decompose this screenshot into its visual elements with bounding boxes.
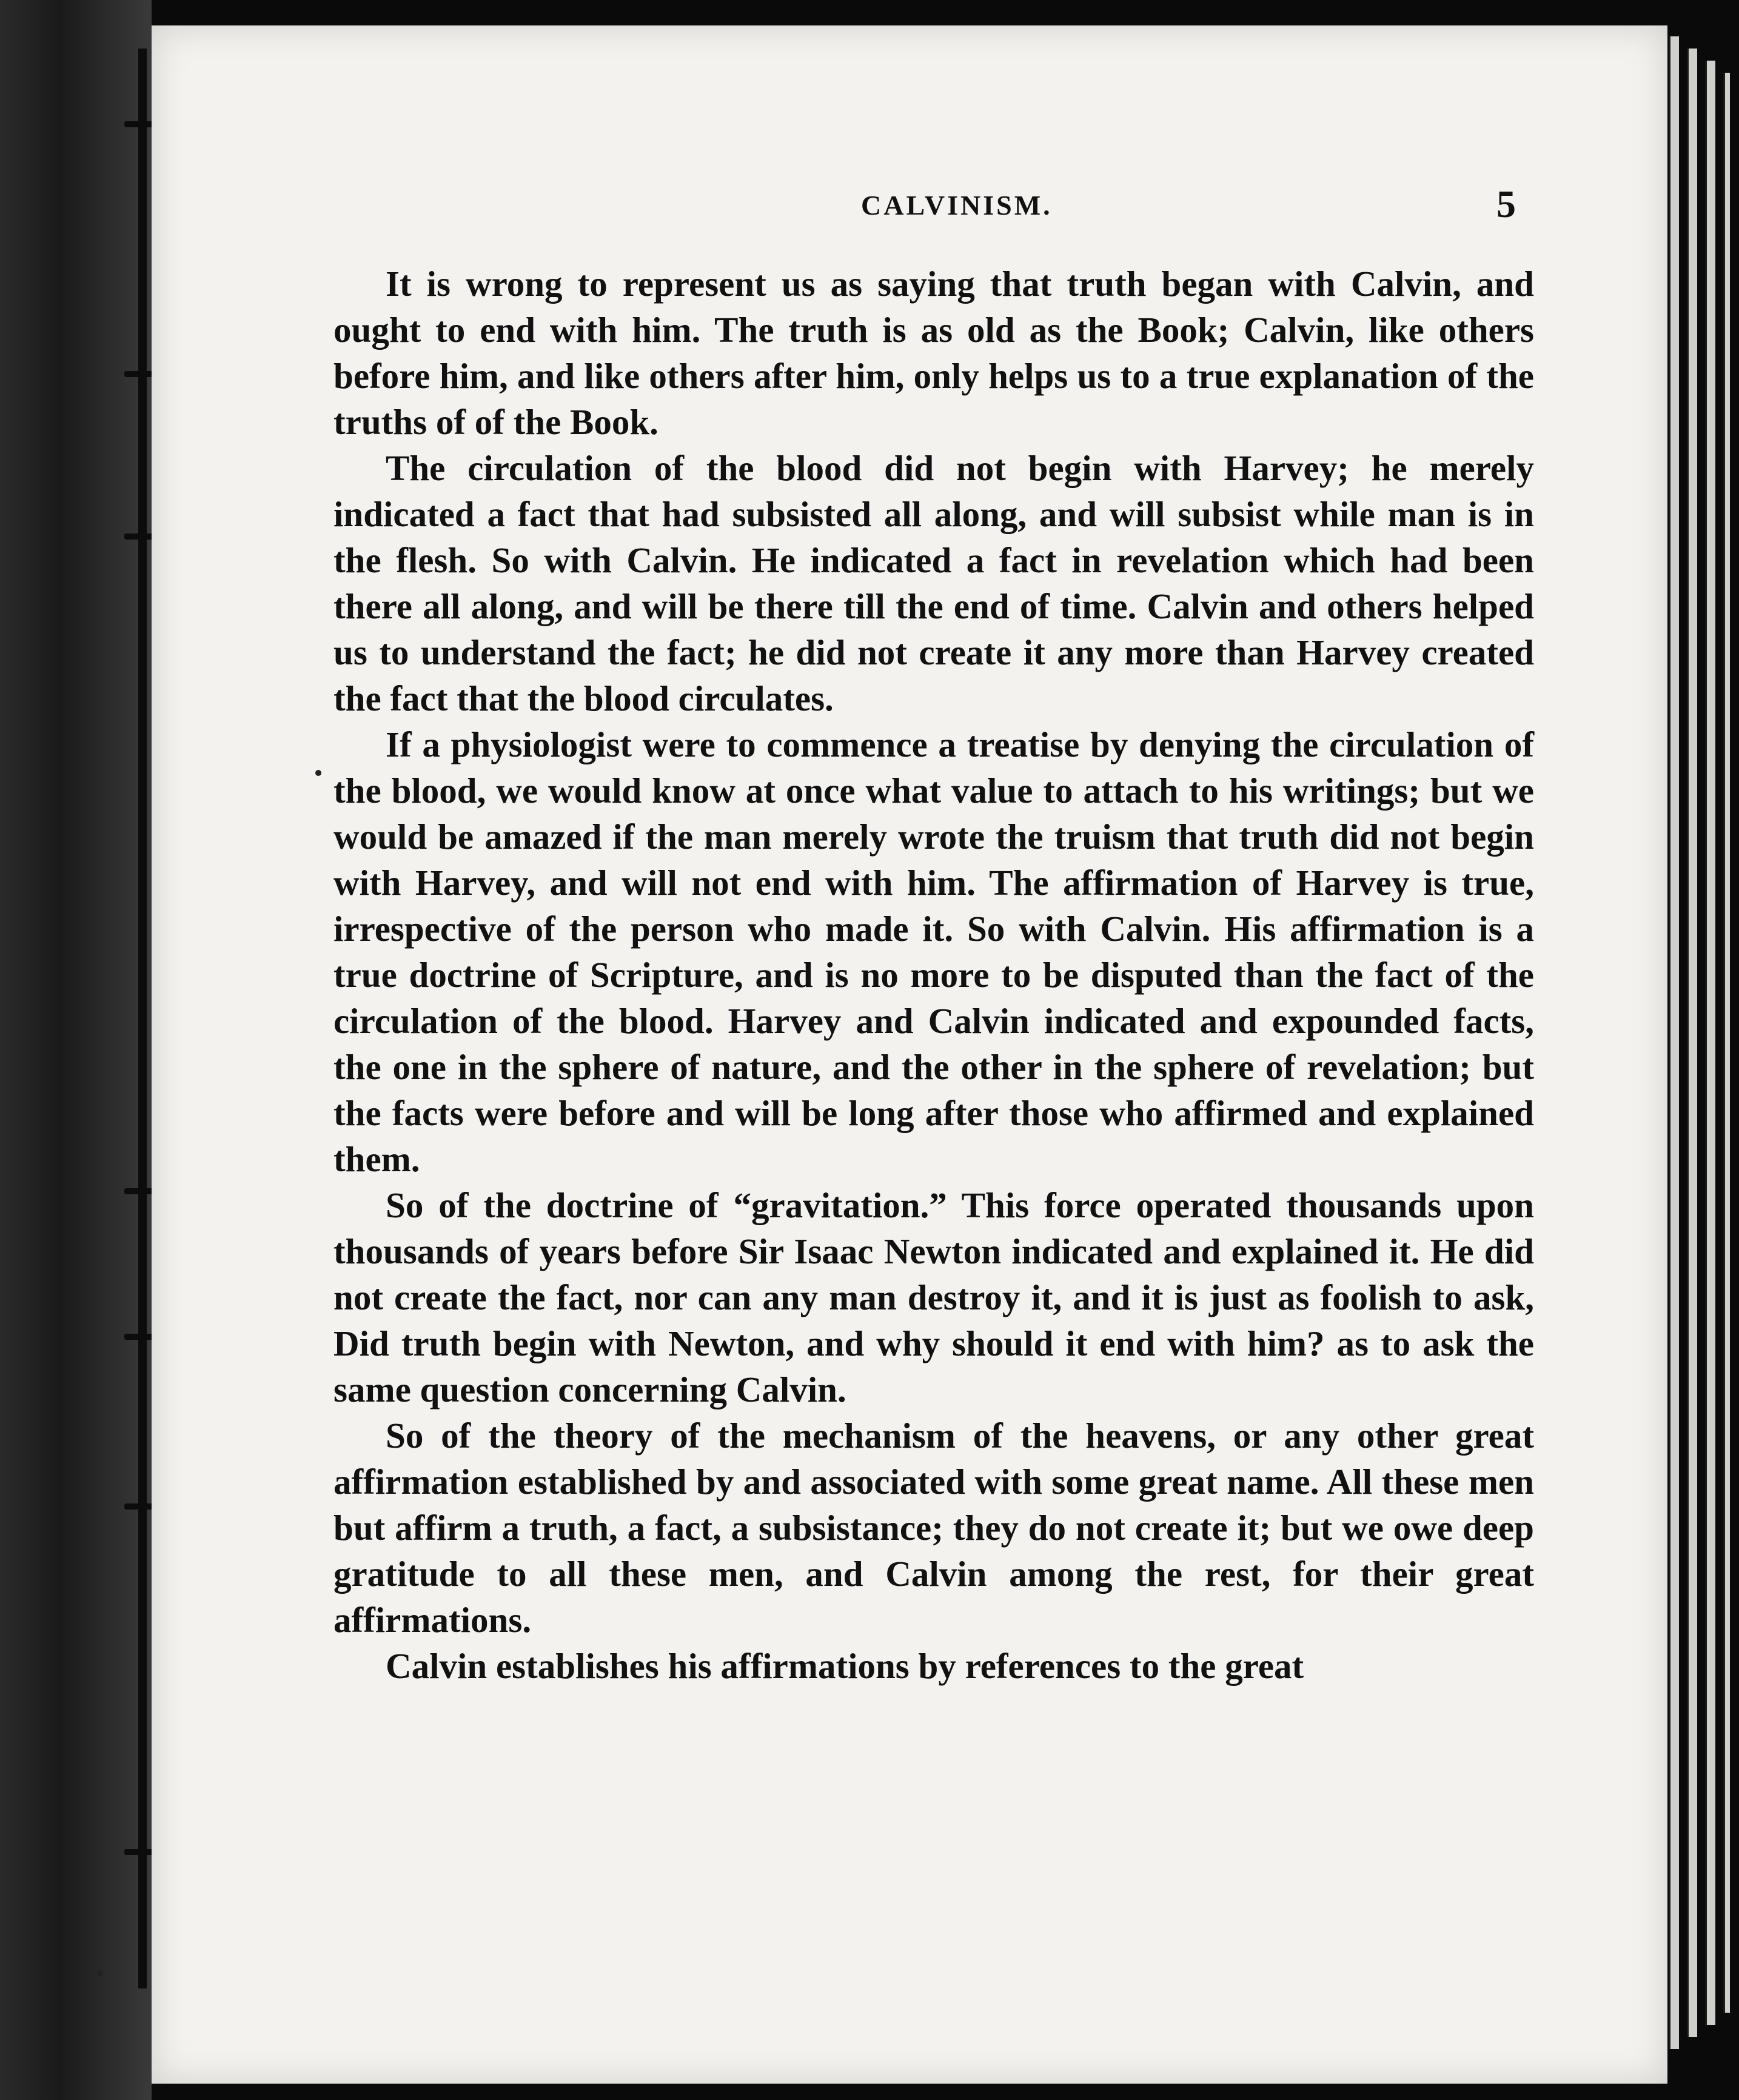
scan-speck <box>97 1970 103 1976</box>
paragraph: So of the doctrine of “gravitation.” This force operated thousands upon thousands of years before Sir Isaac Newton indicated and explained it. He did not create the fact, nor can any man destroy it, and it is just as foolish to ask, Did truth begin with Newton, and why should it end with him? as to ask the same question concerning Calvin. <box>333 1185 1534 1409</box>
paragraph: It is wrong to represent us as saying that truth began with Calvin, and ought to end with him. The truth is as old as the Book; Calvin, like others before him, and like others after him, only helps us to a true explanation of the truths of of the Book. <box>333 264 1534 442</box>
body-text <box>333 261 1534 1689</box>
paragraph: So of the theory of the mechanism of the heavens, or any other great affirmation established by and associated with some great name. All these men but affirm a truth, a fact, a subsistance; they do not create it; but we owe deep gratitude to all these men, and Calvin among the rest, for their great affirmations. <box>333 1416 1534 1640</box>
binding-spine-line <box>138 48 147 1988</box>
page-edge <box>1687 48 1697 2037</box>
book-binding <box>0 0 152 2100</box>
paragraph: Calvin establishes his affirmations by references to the great <box>386 1646 1304 1686</box>
page-edge <box>1705 61 1715 2025</box>
scan-speck <box>315 770 321 776</box>
page-header <box>606 182 1540 230</box>
page-number: 5 <box>1496 182 1516 226</box>
page-edge <box>1723 73 1730 2013</box>
paragraph: The circulation of the blood did not begin with Harvey; he merely indicated a fact that had subsisted all along, and will subsist while man is in the flesh. So with Calvin. He indicated a fact in revelation which had been there all along, and will be there till the end of time. Calvin and others helped us to understand the fact; he did not create it any more than Harvey created the fact that the blood circulates. <box>333 448 1534 718</box>
paragraph: If a physiologist were to commence a treatise by denying the circulation of the blood, we would know at once what value to attach to his writings; but we would be amazed if the man merely wrote the truism that truth did not begin with Harvey, and will not end with him. The affirmation of Harvey is true, irrespective of the person who made it. So with Calvin. His affirmation is a true doctrine of Scripture, and is no more to be disputed than the fact of the circulation of the blood. Harvey and Calvin indicated and expounded facts, the one in the sphere of nature, and the other in the sphere of revelation; but the facts were before and will be long after those who affirmed and explained them. <box>333 724 1534 1179</box>
page-edge <box>1669 36 1679 2049</box>
running-head: CALVINISM. <box>861 190 1053 221</box>
